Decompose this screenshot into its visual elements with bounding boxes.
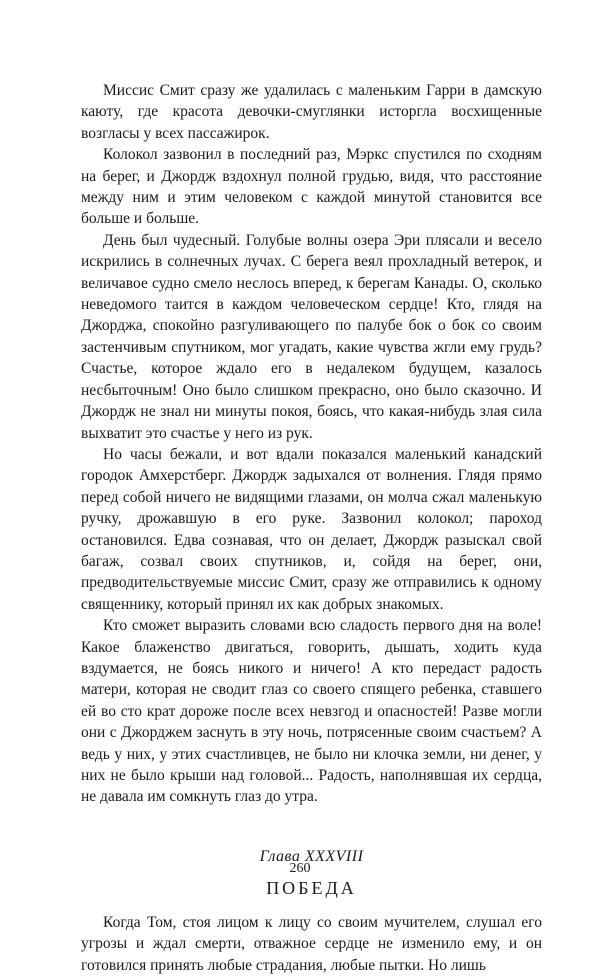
- chapter-title: Глава XXXVIII: [259, 847, 364, 865]
- page-number: 260: [289, 861, 311, 876]
- page-body: [81, 80, 542, 976]
- paragraph-2: Колокол зазвонил в последний раз, Мэркс спустился по сходням на берег, и Джордж вздохнул полной грудью, видя, что расстояние между ним и этим человеком с каждой минутой становится все больше и больше.: [81, 146, 542, 228]
- paragraph-1: Миссис Смит сразу же удалилась с маленьким Гарри в дамскую каюту, где красота девочки-смуглянки исторгла восхищенные возгласы у всех пассажирок.: [81, 82, 542, 142]
- paragraph-3: День был чудесный. Голубые волны озера Эри плясали и весело искрились в солнечных лучах. С берега веял прохладный ветерок, и величавое судно смело неслось вперед, к берегам Канады. О, сколько неведомого таится в каждом человеческом сердце! Кто, глядя на Джорджа, спокойно разгуливающего по палубе бок о бок со своим застенчивым спутником, мог угадать, какие чувства жгли ему грудь? Счастье, которое ждало его в недалеком будущем, казалось несбыточным! Оно было слишком прекрасно, оно было сказочно. И Джордж не знал ни минуты покоя, боясь, что какая-нибудь злая сила выхватит это счастье у него из рук.: [81, 231, 542, 442]
- paragraph-4: Но часы бежали, и вот вдали показался маленький канадский городок Амхерстберг. Джордж задыхался от волнения. Глядя прямо перед собой ничего не видящими глазами, он молча сжал маленькую ручку, дрожавшую в его руке. Зазвонил колокол; пароход остановился. Едва сознавая, что он делает, Джордж разыскал свой багаж, созвал своих спутников, и, сойдя на берег, они, предводительствуемые миссис Смит, сразу же отправились к одному священнику, который принял их как добрых знакомых.: [81, 445, 542, 613]
- chapter-paragraph: Когда Том, стоя лицом к лицу со своим мучителем, слушал его угрозы и ждал смерти, отважное сердце не изменило ему, и он готовился принять любые страдания, любые пытки. Но лишь: [81, 913, 542, 974]
- paragraph-5: Кто сможет выразить словами всю сладость первого дня на воле! Какое блаженство двигаться, говорить, дышать, ходить куда вздумается, не боясь никого и ничего! А кто передаст радость матери, которая не сводит глаз со своего спящего ребенка, ставшего ей во сто крат дороже после всех невзгод и опасностей! Разве могли они с Джорджем заснуть в эту ночь, потрясенные своим счастьем? А ведь у них, у этих счастливцев, не было ни клочка земли, ни денег, у них не было крыши над головой... Радость, наполнявшая их сердца, не давала им сомкнуть глаз до утра.: [81, 617, 542, 806]
- chapter-name: ПОБЕДА: [266, 877, 357, 898]
